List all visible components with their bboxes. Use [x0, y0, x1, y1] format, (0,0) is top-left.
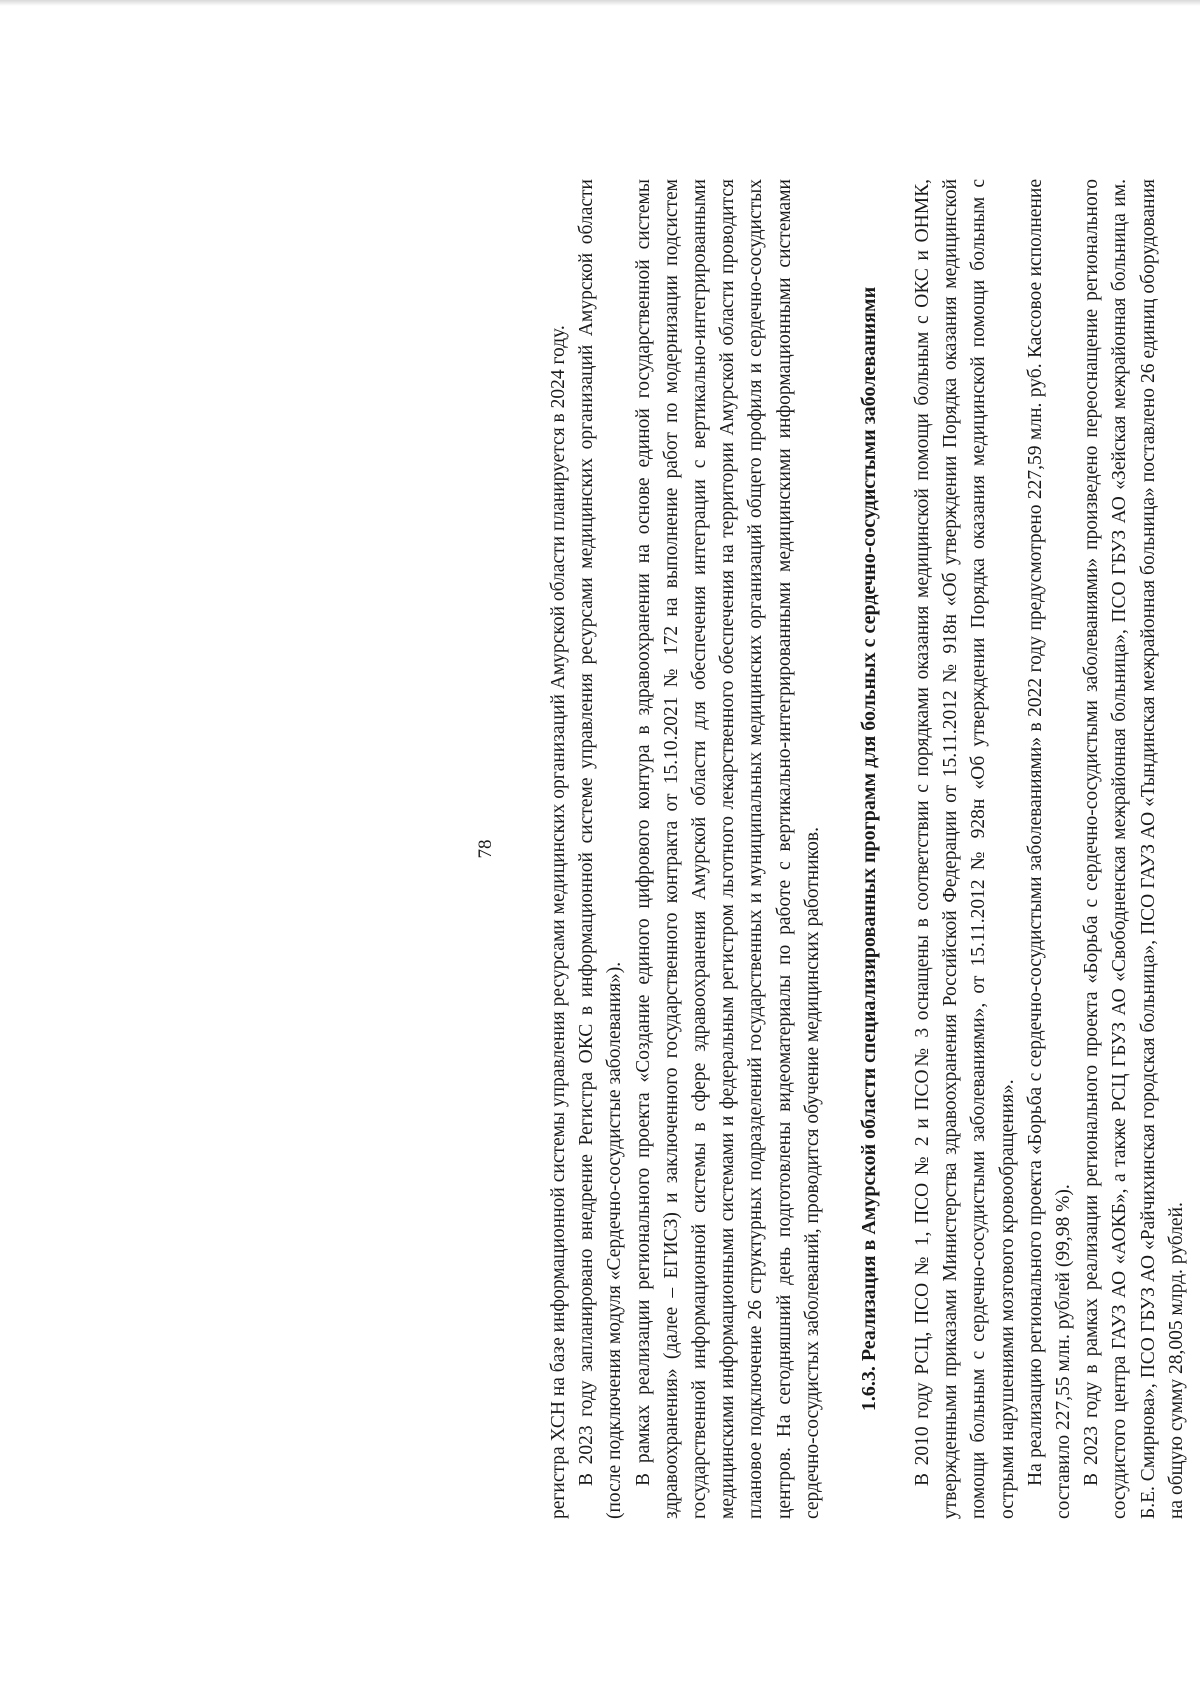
paragraph-oks-registry: В 2023 году запланировано внедрение Регистра ОКС в информационной системе управления ресурсами медицинских организаций Амурской области (после подключения модуля «Сердечно-сосудистые заболевания»).: [576, 179, 626, 1519]
paragraph-hsn-registry: регистра ХСН на базе информационной системы управления ресурсами медицинских организаций Амурской области планируется в 2024 году.: [548, 325, 569, 1519]
document-body: [545, 179, 1191, 1519]
paragraph-funding-2022: На реализацию регионального проекта «Борьба с сердечно-сосудистыми заболеваниями» в 2022 году предусмотрено 227,59 млн. руб. Кассовое исполнение составило 227,55 млн. рублей (99,98 %).: [1024, 179, 1075, 1519]
paragraph-equipment-2010: В 2010 году РСЦ, ПСО № 1, ПСО № 2 и ПСО№ 3 оснащены в соответствии с порядками оказания медицинской помощи больным с ОКС и ОНМК, утвержденными приказами Министерства здравоохранения Российской Федерации от 15.11.2012 № 918н «Об утверждении Порядка оказания медицинской помощи больным с сердечно-сосудистыми заболеваниями», от 15.11.2012 № 928н «Об утверждении Порядка оказания медицинской помощи больным с острыми нарушениями мозгового кровообращения».: [912, 179, 1018, 1519]
paragraph-reequipment-2023: В 2023 году в рамках реализации регионального проекта «Борьба с сердечно-сосудистыми заболеваниями» произведено переоснащение регионального сосудистого центра ГАУЗ АО «АОКБ», а также РСЦ ГБУЗ АО «Свободненская межрайонная больница», ПСО ГБУЗ АО «Зейская межрайонная больница им. Б.Е. Смирнова», ПСО ГБУЗ АО «Райчихинская городская больница», ПСО ГАУЗ АО «Тындинская межрайонная больница» поставлено 26 единиц оборудования на общую сумму 28,005 млрд. рублей.: [1081, 179, 1187, 1519]
paragraph-egisz-project: В рамках реализации регионального проекта «Создание единого цифрового контура в здравоохранении на основе единой государственной системы здравоохранения» (далее – ЕГИСЗ) и заключенного государственного контракта от 15.10.2021 № 172 на выполнение работ по модернизации подсистем государственной информационной системы в сфере здравоохранения Амурской области для обеспечения интеграции с вертикально-интегрированными медицинскими информационными системами и федеральным регистром льготного лекарственного обеспечения на территории Амурской области проводится плановое подключение 26 структурных подразделений государственных и муниципальных медицинских организаций общего профиля и сердечно-сосудистых центров. На сегодняшний день подготовлены видеоматериалы по работе с вертикально-интегрированными медицинскими информационными системами сердечно-сосудистых заболеваний, проводится обучение медицинских работников.: [632, 179, 823, 1519]
page-number: 78: [475, 839, 496, 859]
rotated-document-page: [450, 119, 1200, 1579]
section-heading: 1.6.3. Реализация в Амурской области специализированных программ для больных с сердечно-сосудистыми заболеваниями: [858, 286, 881, 1412]
scan-top-edge: [0, 0, 1200, 6]
